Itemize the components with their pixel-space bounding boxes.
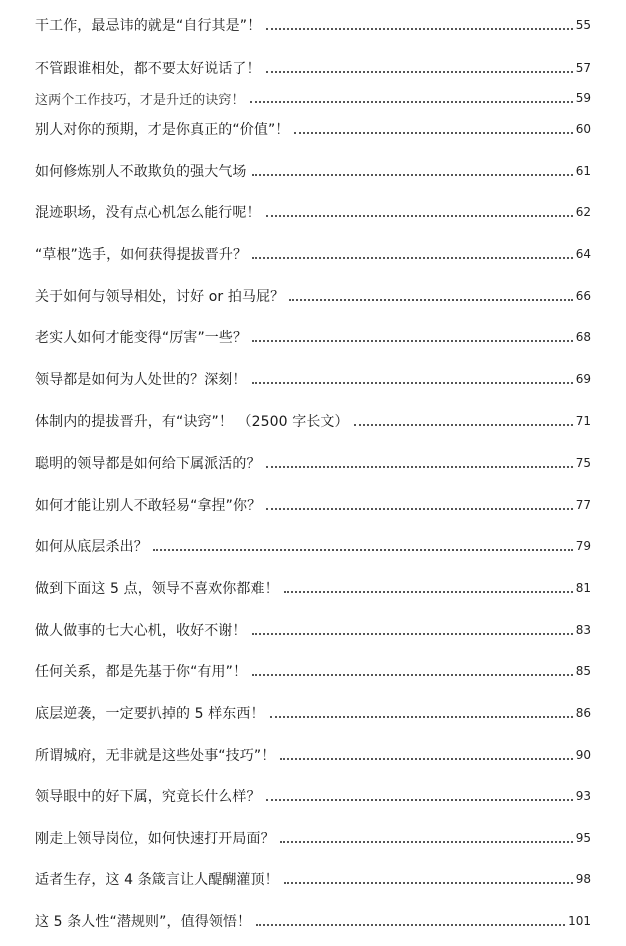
toc-entry-title: 这两个工作技巧，才是升迁的诀窍！ [35, 92, 245, 108]
toc-entry-page: 59 [575, 91, 591, 105]
toc-entry-title: 任何关系，都是先基于你“有用”！ [35, 664, 248, 680]
dot-leader [266, 508, 573, 510]
toc-entry-page: 66 [575, 289, 591, 303]
toc-entry-title: 所谓城府，无非就是这些处事“技巧”！ [35, 748, 276, 764]
toc-entry[interactable] [35, 909, 591, 933]
toc-entry-title: “草根”选手，如何获得提拔晋升？ [35, 247, 248, 263]
toc-entry-title: 如何才能让别人不敢轻易“拿捏”你？ [35, 498, 262, 514]
toc-entry-page: 93 [575, 789, 591, 803]
toc-entry-title: 如何从底层杀出？ [35, 539, 148, 555]
toc-entry-title: 这 5 条人性“潜规则”，值得领悟！ [35, 914, 252, 930]
toc-entry-title: 混迹职场，没有点心机怎么能行呢！ [35, 205, 261, 221]
toc-entry[interactable] [35, 56, 591, 80]
dot-leader [252, 340, 573, 342]
toc-entry-page: 81 [575, 581, 591, 595]
toc-entry[interactable] [35, 743, 591, 767]
toc-entry-title: 刚走上领导岗位，如何快速打开局面？ [35, 831, 275, 847]
toc-entry-title: 适者生存，这 4 条箴言让人醍醐灌顶！ [35, 872, 279, 888]
dot-leader [270, 716, 573, 718]
toc-entry-title: 不管跟谁相处，都不要太好说话了！ [35, 61, 261, 77]
toc-entry-title: 领导眼中的好下属，究竟长什么样？ [35, 789, 261, 805]
toc-entry-page: 64 [575, 247, 591, 261]
toc-entry-page: 85 [575, 664, 591, 678]
dot-leader [354, 424, 573, 426]
toc-entry-title: 底层逆袭，一定要扒掉的 5 样东西！ [35, 706, 265, 722]
toc-entry[interactable] [35, 534, 591, 558]
toc-entry-page: 55 [575, 18, 591, 32]
toc-entry-title: 体制内的提拔晋升，有“诀窍”！ （2500 字长文） [35, 414, 349, 430]
dot-leader [266, 799, 573, 801]
toc-entry-page: 71 [575, 414, 591, 428]
dot-leader [266, 28, 573, 30]
toc-entry-page: 68 [575, 330, 591, 344]
toc-entry-page: 57 [575, 61, 591, 75]
toc-entry-page: 61 [575, 164, 591, 178]
dot-leader [252, 674, 573, 676]
toc-entry-page: 60 [575, 122, 591, 136]
dot-leader [266, 466, 573, 468]
toc-entry[interactable] [35, 701, 591, 725]
toc-entry[interactable] [35, 13, 591, 37]
toc-entry-title: 关于如何与领导相处，讨好 or 拍马屁？ [35, 289, 285, 305]
dot-leader [289, 299, 572, 301]
toc-entry-page: 98 [575, 872, 591, 886]
dot-leader [256, 924, 565, 926]
toc-entry[interactable] [35, 867, 591, 891]
dot-leader [280, 841, 573, 843]
toc-entry-title: 领导都是如何为人处世的？深刻！ [35, 372, 247, 388]
dot-leader [252, 633, 573, 635]
toc-entry-page: 101 [568, 914, 591, 928]
toc-entry[interactable] [35, 325, 591, 349]
toc-entry-page: 62 [575, 205, 591, 219]
toc-entry[interactable] [35, 451, 591, 475]
dot-leader [294, 132, 572, 134]
dot-leader [153, 549, 573, 551]
toc-entry[interactable] [35, 659, 591, 683]
toc-entry[interactable] [35, 367, 591, 391]
dot-leader [252, 257, 573, 259]
toc-entry[interactable] [35, 618, 591, 642]
toc-entry[interactable] [35, 493, 591, 517]
toc-entry[interactable] [35, 86, 591, 110]
toc-entry-title: 做到下面这 5 点，领导不喜欢你都难！ [35, 581, 279, 597]
dot-leader [280, 758, 572, 760]
dot-leader [252, 382, 573, 384]
dot-leader [266, 215, 573, 217]
toc-entry[interactable] [35, 242, 591, 266]
toc-entry-title: 老实人如何才能变得“厉害”一些？ [35, 330, 248, 346]
toc-entry-title: 做人做事的七大心机，收好不谢！ [35, 623, 247, 639]
toc-entry-page: 95 [575, 831, 591, 845]
toc-entry[interactable] [35, 576, 591, 600]
toc-entry-page: 86 [575, 706, 591, 720]
toc-entry-title: 如何修炼别人不敢欺负的强大气场 [35, 164, 247, 180]
table-of-contents [35, 0, 591, 946]
toc-entry[interactable] [35, 826, 591, 850]
toc-entry[interactable] [35, 284, 591, 308]
toc-entry-title: 聪明的领导都是如何给下属派活的？ [35, 456, 261, 472]
dot-leader [266, 71, 573, 73]
toc-entry[interactable] [35, 784, 591, 808]
toc-entry[interactable] [35, 200, 591, 224]
toc-entry-page: 69 [575, 372, 591, 386]
dot-leader [284, 882, 573, 884]
toc-entry-page: 75 [575, 456, 591, 470]
toc-entry-title: 干工作，最忌讳的就是“自行其是”！ [35, 18, 262, 34]
toc-entry-page: 83 [575, 623, 591, 637]
toc-entry[interactable] [35, 159, 591, 183]
toc-entry-page: 90 [575, 748, 591, 762]
dot-leader [250, 101, 573, 103]
toc-entry-page: 79 [575, 539, 591, 553]
toc-entry-page: 77 [575, 498, 591, 512]
toc-entry-title: 别人对你的预期，才是你真正的“价值”！ [35, 122, 290, 138]
toc-entry[interactable] [35, 117, 591, 141]
dot-leader [252, 174, 573, 176]
toc-entry[interactable] [35, 409, 591, 433]
dot-leader [284, 591, 573, 593]
